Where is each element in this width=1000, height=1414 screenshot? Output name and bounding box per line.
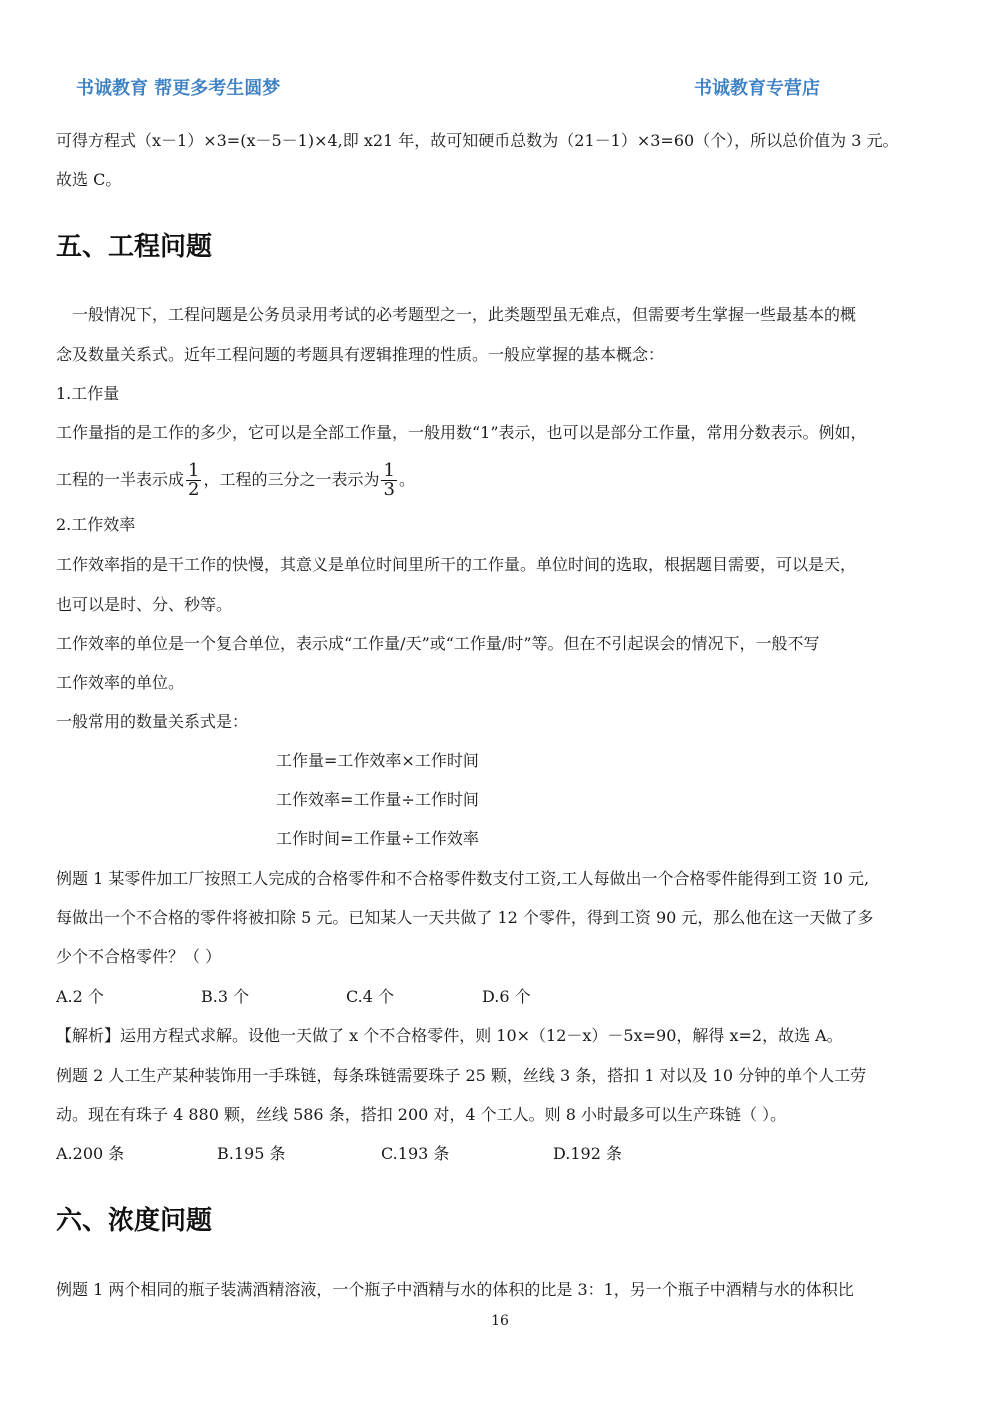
section-title: 六、浓度问题 <box>56 1206 213 1236</box>
header-right: 书诚教育专营店 <box>694 78 820 99</box>
example-line: 每做出一个不合格的零件将被扣除 5 元。已知某人一天共做了 12 个零件，得到工资 90 元，那么他在这一天做了多 <box>56 908 874 927</box>
fraction-denominator: 3 <box>383 479 395 500</box>
paragraph-line: 故选 C。 <box>56 170 122 189</box>
paragraph-line: 念及数量关系式。近年工程问题的考题具有逻辑推理的性质。一般应掌握的基本概念： <box>56 345 665 364</box>
example-line: 例题 1 两个相同的瓶子装满酒精溶液，一个瓶子中酒精与水的体积的比是 3：1，另一个瓶子中酒精与水的体积比 <box>56 1280 854 1299</box>
formula: 工作效率=工作量÷工作时间 <box>276 790 479 809</box>
paragraph-line-with-fractions <box>56 458 415 502</box>
fraction <box>381 462 396 499</box>
paragraph-line: 工作效率的单位。 <box>56 673 185 692</box>
list-item-heading: 2.工作效率 <box>56 515 136 534</box>
text-segment: 。 <box>398 470 415 489</box>
option-b: B.195 条 <box>217 1144 286 1163</box>
formula: 工作时间=工作量÷工作效率 <box>276 829 479 848</box>
example-line: 例题 2 人工生产某种装饰用一手珠链，每条珠链需要珠子 25 颗，丝线 3 条，搭扣 1 对以及 10 分钟的单个人工劳 <box>56 1066 867 1085</box>
option-d: D.6 个 <box>482 987 531 1006</box>
fraction-numerator: 1 <box>188 460 200 481</box>
fraction-numerator: 1 <box>383 460 395 481</box>
paragraph-line: 工作量指的是工作的多少，它可以是全部工作量，一般用数“1”表示，也可以是部分工作量，常用分数表示。例如， <box>56 423 867 442</box>
header-left: 书诚教育 帮更多考生圆梦 <box>76 78 281 99</box>
paragraph-line: 一般常用的数量关系式是： <box>56 712 249 731</box>
option-c: C.4 个 <box>346 987 395 1006</box>
option-b: B.3 个 <box>201 987 250 1006</box>
option-a: A.2 个 <box>56 987 104 1006</box>
option-d: D.192 条 <box>553 1144 622 1163</box>
section-title: 五、工程问题 <box>56 232 213 262</box>
paragraph-line: 也可以是时、分、秒等。 <box>56 595 233 614</box>
example-line: 少个不合格零件？（ ） <box>56 947 222 966</box>
list-item-heading: 1.工作量 <box>56 384 120 403</box>
paragraph-line: 一般情况下，工程问题是公务员录用考试的必考题型之一，此类题型虽无难点，但需要考生掌握一些最基本的概 <box>72 305 857 324</box>
page-number: 16 <box>491 1313 509 1329</box>
paragraph-line: 工作效率的单位是一个复合单位，表示成“工作量/天”或“工作量/时”等。但在不引起误会的情况下，一般不写 <box>56 634 820 653</box>
formula: 工作量=工作效率×工作时间 <box>276 751 479 770</box>
fraction <box>186 462 201 499</box>
paragraph-line: 工作效率指的是干工作的快慢，其意义是单位时间里所干的工作量。单位时间的选取，根据题目需要，可以是天， <box>56 555 857 574</box>
example-line: 例题 1 某零件加工厂按照工人完成的合格零件和不合格零件数支付工资,工人每做出一个合格零件能得到工资 10 元, <box>56 869 870 888</box>
fraction-denominator: 2 <box>188 479 200 500</box>
answer-explanation: 【解析】运用方程式求解。设他一天做了 x 个不合格零件，则 10×（12－x）－5x=90，解得 x=2，故选 A。 <box>56 1026 843 1045</box>
option-a: A.200 条 <box>56 1144 125 1163</box>
option-c: C.193 条 <box>381 1144 450 1163</box>
text-segment: 工程的一半表示成 <box>56 470 185 489</box>
example-line: 动。现在有珠子 4 880 颗，丝线 586 条，搭扣 200 对，4 个工人。则 8 小时最多可以生产珠链（ ）。 <box>56 1105 787 1124</box>
paragraph-line: 可得方程式（x－1）×3=(x－5－1)×4,即 x21 年，故可知硬币总数为（21－1）×3=60（个），所以总价值为 3 元。 <box>56 131 899 150</box>
text-segment: ，工程的三分之一表示为 <box>203 470 380 489</box>
